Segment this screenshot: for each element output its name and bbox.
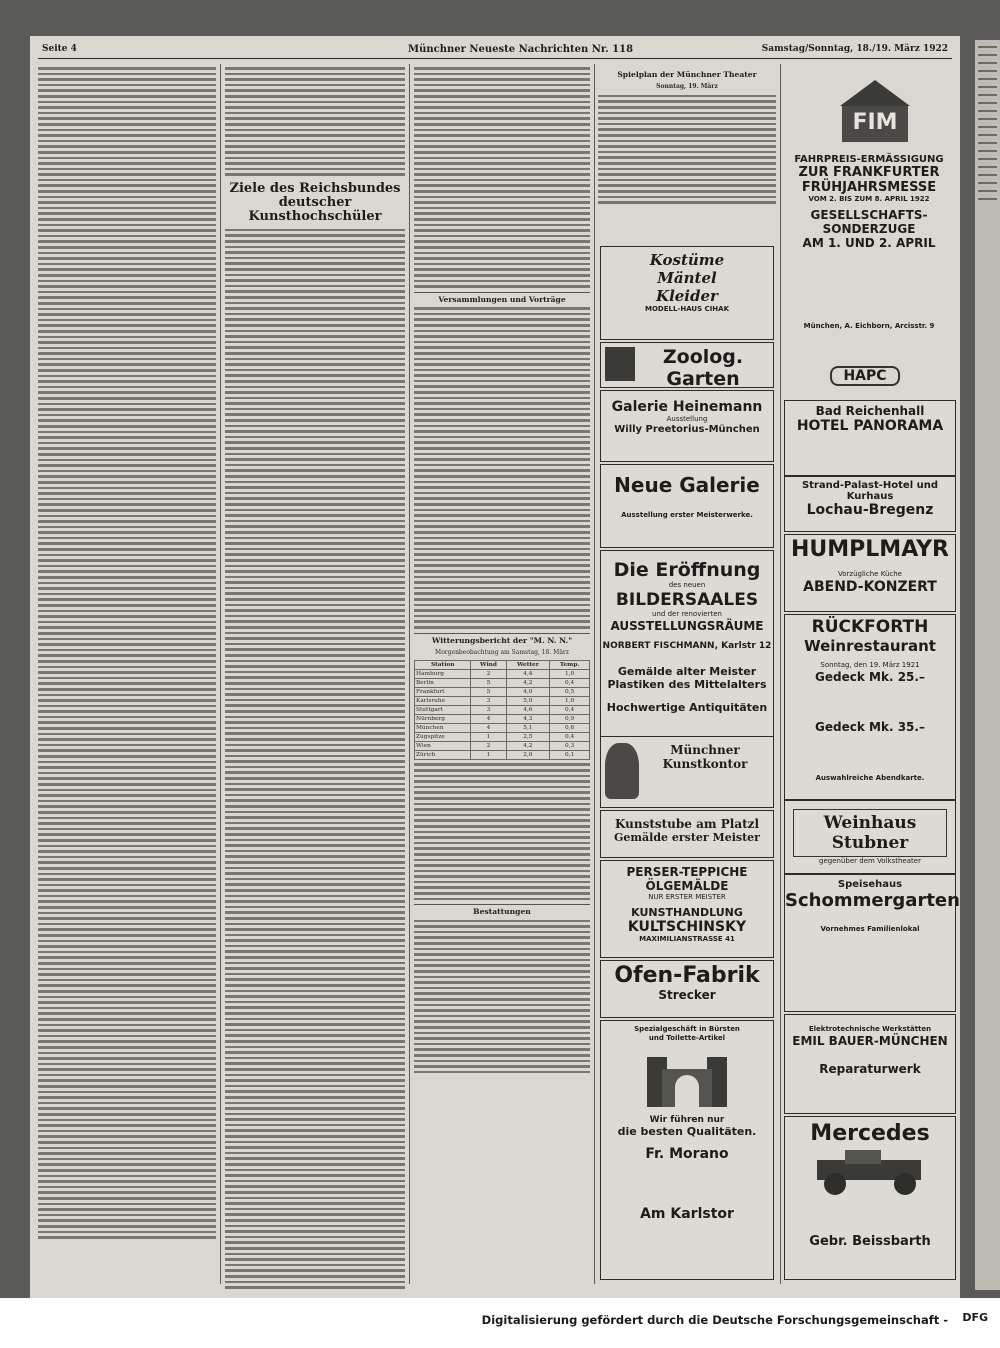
table-row: Stuttgart 3 4,6 0,4 [415,706,590,715]
weather-header: Temp. [550,661,590,670]
masthead: Münchner Neueste Nachrichten Nr. 118 [408,44,634,55]
weather-table [414,660,590,760]
ad-lochau: Strand-Palast-Hotel und Kurhaus Lochau-Bregenz [784,476,956,532]
dfg-logo: DFG [962,1311,988,1324]
ad-kostume: Kostüme Mäntel Kleider MODELL-HAUS CIHAK [600,246,774,340]
city-gate-icon [627,1047,747,1107]
table-row: Wien 2 4,2 0,3 [415,742,590,751]
text-column-1 [38,64,216,1284]
ad-schommergarten: Speisehaus Schommergarten Vornehmes Familienlokal [784,874,956,1012]
automobile-icon [805,1146,935,1198]
ad-kunstkontor: Münchner Kunstkontor [600,736,774,808]
article-text-block [225,67,405,176]
issue-date: Samstag/Sonntag, 18./19. März 1922 [761,44,948,54]
theatre-listing [598,95,776,204]
hapc-logo: HAPC [830,354,900,396]
table-row: München 4 5,1 0,6 [415,724,590,733]
section-heading-witterung: Witterungsbericht der "M. N. N." [414,633,590,645]
page-header [38,42,952,59]
spielplan-heading: Spielplan der Münchner Theater [617,70,757,79]
text-column-3 [414,64,590,1284]
article-text-block [38,67,216,1239]
ad-morano: Spezialgeschäft in Bürsten und Toilette-Artikel Wir führen nur die besten Qualitäten. Fr. Morano Am Karlstor [600,1020,774,1280]
table-row: Berlin 5 4,2 0,4 [415,679,590,688]
ad-kunststube: Kunststube am Platzl Gemälde erster Meister [600,810,774,858]
spielplan-date: Sonntag, 19. März [656,83,718,91]
funding-credit: Digitalisierung gefördert durch die Deutsche Forschungsgemeinschaft - [481,1313,948,1327]
table-row: Karlsruhe 3 5,0 1,0 [415,697,590,706]
ad-heinemann: Galerie Heinemann Ausstellung Willy Preetorius-München [600,390,774,462]
section-heading-bestattungen: Bestattungen [414,904,590,916]
ad-fahrpreis: FAHRPREIS-ERMÄSSIGUNG ZUR FRANKFURTER FRÜHJAHRSMESSE VOM 2. BIS ZUM 8. APRIL 1922 GESELLSCHAFTS-SONDERZUGE AM 1. UND 2. APRIL München, A. Eichborn, Arcisstr. 9 [794,154,944,330]
adjacent-page-edge [975,40,1000,1290]
article-text-block [414,67,590,288]
ad-mercedes: Mercedes Gebr. Beissbarth [784,1116,956,1280]
ad-humplmayr: HUMPLMAYR Vorzügliche Küche ABEND-KONZERT [784,534,956,612]
article-text-block [225,229,405,1289]
ad-ofen-fabrik: Ofen-Fabrik Strecker [600,960,774,1018]
section-heading-versammlungen: Versammlungen und Vorträge [414,292,590,304]
weather-header: Wind [471,661,506,670]
ad-neue-galerie: Neue Galerie Ausstellung erster Meisterwerke. [600,464,774,548]
ad-weinhaus-stubner: Weinhaus Stubner gegenüber dem Volkstheater [784,800,956,874]
page-number: Seite 4 [42,44,77,54]
weather-header: Station [415,661,471,670]
theatre-column [598,64,776,244]
table-row: Hamburg 2 4,4 1,0 [415,670,590,679]
ad-zoolog-garten: Zoolog. Garten [600,342,774,388]
table-row: Nürnberg 4 4,3 0,9 [415,715,590,724]
article-text-block [414,763,590,900]
table-row: Zürich 1 2,0 0,1 [415,751,590,760]
weather-subheading: Morgenbeobachtung am Samstag, 18. März [435,649,569,656]
table-row: Zugspitze 1 2,5 0,4 [415,733,590,742]
article-headline: Ziele des Reichsbundes deutscher Kunsthochschüler [229,180,401,224]
ad-eroeffnung: Die Eröffnung des neuen BILDERSAALES und der renovierten AUSSTELLUNGSRÄUME NORBERT FISCHMANN, Karlstr 12 Gemälde alter Meister Plastiken des Mittelalters Hochwertige Antiquitäten [600,550,774,792]
ad-teppiche: PERSER-TEPPICHE ÖLGEMÄLDE NUR ERSTER MEISTER KUNSTHANDLUNG KULTSCHINSKY MAXIMILIANSTRASSE 41 [600,860,774,958]
fim-logo: FIM [830,76,920,146]
ad-reichenhall: Bad Reichenhall HOTEL PANORAMA [784,400,956,476]
ad-rueckforth: RÜCKFORTH Weinrestaurant Sonntag, den 19. März 1921 Gedeck Mk. 25.– Gedeck Mk. 35.– Auswahlreiche Abendkarte. [784,614,956,800]
ad-emil-bauer: Elektrotechnische Werkstätten EMIL BAUER-MÜNCHEN Reparaturwerk [784,1014,956,1114]
article-text-block [414,920,590,1074]
newspaper-page [30,36,960,1298]
table-row: Frankfurt 5 4,0 0,5 [415,688,590,697]
text-column-2 [225,64,405,1284]
weather-header: Wetter [506,661,550,670]
digitization-footer [0,1298,1000,1348]
article-text-block [414,307,590,628]
